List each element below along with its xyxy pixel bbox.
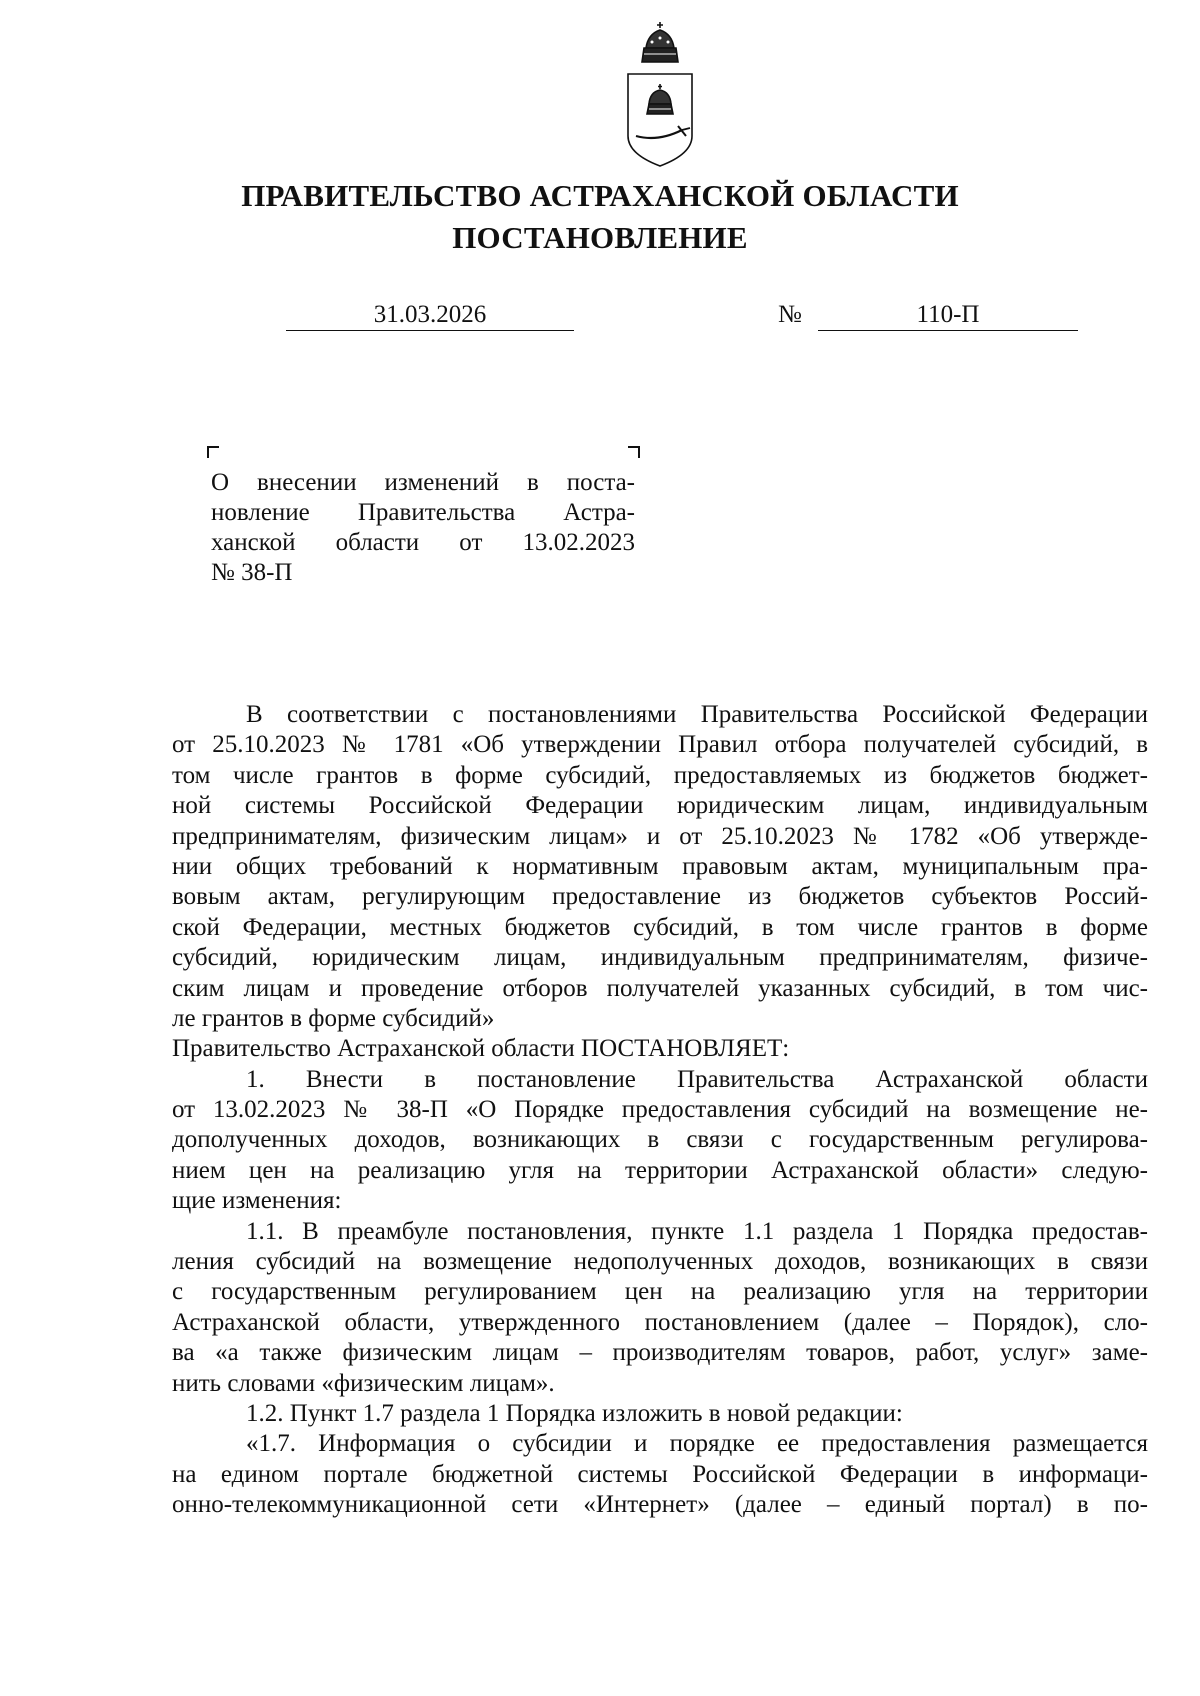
body-line: от 13.02.2023 № 38-П «О Порядке предоставления субсидий на возмещение не- <box>172 1096 1148 1124</box>
body-line: дополученных доходов, возникающих в связи с государственным регулирова- <box>172 1126 1148 1154</box>
body-line: от 25.10.2023 № 1781 «Об утверждении Правил отбора получателей субсидий, в <box>172 731 1148 759</box>
decree-phrase: Правительство Астраханской области ПОСТАНОВЛЯЕТ: <box>172 1035 790 1063</box>
body-line: щие изменения: <box>172 1187 342 1215</box>
document-date: 31.03.2026 <box>286 300 574 331</box>
body-line: ной системы Российской Федерации юридическим лицам, индивидуальным <box>172 792 1148 820</box>
body-line: ле грантов в форме субсидий» <box>172 1004 495 1032</box>
body-line: «1.7. Информация о субсидии и порядке ее предоставления размещается <box>246 1430 1148 1458</box>
body-line: нии общих требований к нормативным правовым актам, муниципальным пра- <box>172 852 1148 880</box>
body-line: том числе грантов в форме субсидий, предоставляемых из бюджетов бюджет- <box>172 761 1148 789</box>
body-line: субсидий, юридическим лицам, индивидуальным предпринимателям, физиче- <box>172 944 1148 972</box>
body-line: ским лицам и проведение отборов получателей указанных субсидий, в том чис- <box>172 974 1148 1002</box>
body-line: В соответствии с постановлениями Правительства Российской Федерации <box>246 701 1148 728</box>
subject-corner-right <box>628 446 640 458</box>
number-label: № <box>778 301 802 328</box>
document-type-title: ПОСТАНОВЛЕНИЕ <box>452 220 748 255</box>
body-line: нить словами «физическим лицам». <box>172 1369 555 1397</box>
subject-line: О внесении изменений в поста- <box>211 469 635 496</box>
body-line: онно-телекоммуникационной сети «Интернет» (далее – единый портал) в по- <box>172 1491 1148 1519</box>
body-line: ва «а также физическим лицам – производителям товаров, работ, услуг» заме- <box>172 1339 1148 1367</box>
document-number: 110-П <box>818 300 1078 331</box>
body-line: с государственным регулированием цен на реализацию угля на территории <box>172 1278 1148 1306</box>
document-body <box>172 700 1148 1521</box>
subject-corner-left <box>207 446 219 458</box>
body-line: вовым актам, регулирующим предоставление из бюджетов субъектов Россий- <box>172 883 1148 911</box>
subject-line: ханской области от 13.02.2023 <box>211 529 635 556</box>
body-line: нием цен на реализацию угля на территории Астраханской области» следую- <box>172 1156 1148 1184</box>
government-title: ПРАВИТЕЛЬСТВО АСТРАХАНСКОЙ ОБЛАСТИ <box>241 178 959 213</box>
document-subject <box>211 468 635 588</box>
body-line: 1.2. Пункт 1.7 раздела 1 Порядка изложить в новой редакции: <box>246 1399 903 1427</box>
coat-of-arms-icon <box>620 18 700 170</box>
body-line: ской Федерации, местных бюджетов субсидий, в том числе грантов в форме <box>172 913 1148 941</box>
subject-line: новление Правительства Астра- <box>211 499 635 526</box>
body-line: ления субсидий на возмещение недополученных доходов, возникающих в связи <box>172 1248 1148 1276</box>
body-line: Астраханской области, утвержденного постановлением (далее – Порядок), сло- <box>172 1308 1148 1336</box>
body-line: предпринимателям, физическим лицам» и от 25.10.2023 № 1782 «Об утвержде- <box>172 822 1148 850</box>
body-line: 1. Внести в постановление Правительства Астраханской области <box>246 1065 1148 1093</box>
body-line: на едином портале бюджетной системы Российской Федерации в информаци- <box>172 1460 1148 1488</box>
body-line: 1.1. В преамбуле постановления, пункте 1.1 раздела 1 Порядка предостав- <box>246 1217 1148 1245</box>
subject-line: № 38-П <box>211 559 293 586</box>
